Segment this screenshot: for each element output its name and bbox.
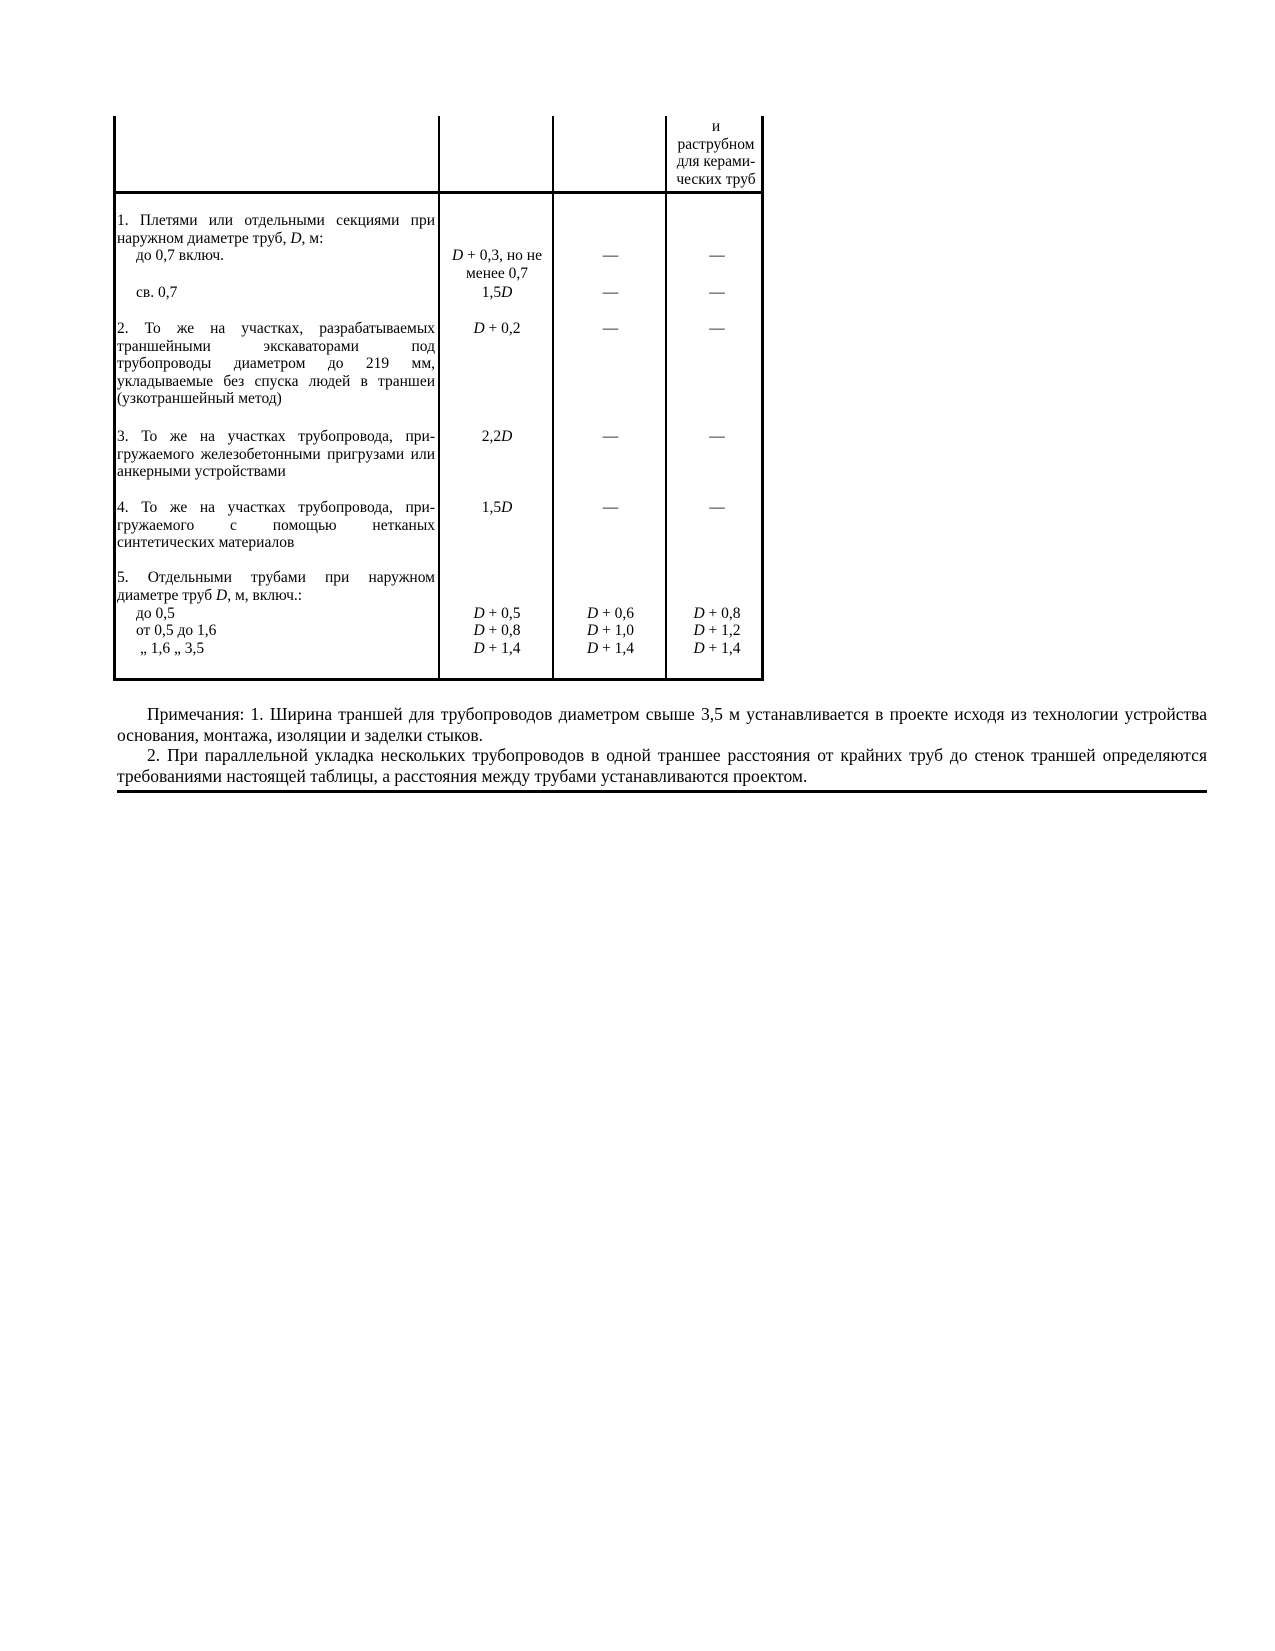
row3-col3: — [602, 428, 619, 445]
row1-label: 1. Плетями или отдельными секциями при наружном диаметре труб, D, м: [117, 212, 435, 247]
row5a-col3: D + 0,6 [586, 605, 635, 622]
row2-col3: — [602, 320, 619, 337]
row5c-col4: D + 1,4 [693, 640, 741, 657]
row5a-col2: D + 0,5 [473, 605, 521, 622]
note-2: 2. При параллельной укладка нескольких трубопроводов в одной траншее расстояния от крайних труб до стенок траншей определяются требованиями настоящей таблицы, а расстояния между трубами устанавливаются проектом. [117, 745, 1207, 786]
row1a-col4: — [709, 247, 725, 264]
row5b-label: от 0,5 до 1,6 [136, 622, 217, 639]
column-divider-1 [438, 116, 440, 679]
row1b-label: св. 0,7 [136, 284, 178, 301]
row3-col4: — [709, 428, 725, 445]
row5b-col2: D + 0,8 [473, 622, 521, 639]
row1a-col2-text: + 0,3, но не менее 0,7 [463, 247, 542, 282]
row2-label: 2. То же на участках, разрабатываемых траншейными экскаваторами под трубопроводы диаметром до 219 мм, укладываемые без спуска людей в траншеи (узкотраншейный метод) [117, 320, 435, 407]
row5-label: 5. Отдельными трубами при наружном диаметре труб D, м, включ.: [117, 569, 435, 604]
header-col4-text: и раструбном для керами-ческих труб [676, 118, 756, 188]
row4-col2: 1,5D [481, 499, 513, 516]
row5c-col2: D + 1,4 [473, 640, 521, 657]
row1b-col3: — [602, 284, 619, 301]
bottom-rule [117, 790, 1207, 793]
row4-label: 4. То же на участках трубопровода, при-гружаемого с помощью нетканых синтетических материалов [117, 499, 435, 551]
row1a-col3: — [602, 247, 619, 264]
note-1: Примечания: 1. Ширина траншей для трубопроводов диаметром свыше 3,5 м устанавливается в проекте исходя из технологии устройства основания, монтажа, изоляции и заделки стыков. [117, 704, 1207, 745]
row1b-col4: — [709, 284, 725, 301]
row1b-col2: 1,5D [481, 284, 513, 301]
symbol-D: D [452, 247, 464, 264]
row1a-label: до 0,7 включ. [136, 247, 225, 264]
row2-col4: — [709, 320, 725, 337]
row5a-col4: D + 0,8 [693, 605, 741, 622]
row5c-label: „ 1,6 „ 3,5 [140, 640, 205, 657]
column-divider-2 [552, 116, 554, 679]
row2-col2: D + 0,2 [473, 320, 521, 337]
row5b-col4: D + 1,2 [693, 622, 741, 639]
table-border-right [761, 116, 764, 681]
row1a-col2 [440, 247, 554, 282]
row4-col3: — [602, 499, 619, 516]
table-border-left [113, 116, 116, 681]
row3-label: 3. То же на участках трубопровода, при-гружаемого железобетонными пригрузами или анкерными устройствами [117, 428, 435, 480]
trench-width-table [113, 116, 764, 681]
row5a-label: до 0,5 [136, 605, 175, 622]
header-separator [113, 191, 764, 194]
row5b-col3: D + 1,0 [586, 622, 635, 639]
row5c-col3: D + 1,4 [586, 640, 635, 657]
row4-col4: — [709, 499, 725, 516]
column-divider-3 [665, 116, 667, 679]
table-border-bottom [113, 678, 764, 681]
table-notes [117, 704, 1207, 786]
row3-col2: 2,2D [481, 428, 513, 445]
